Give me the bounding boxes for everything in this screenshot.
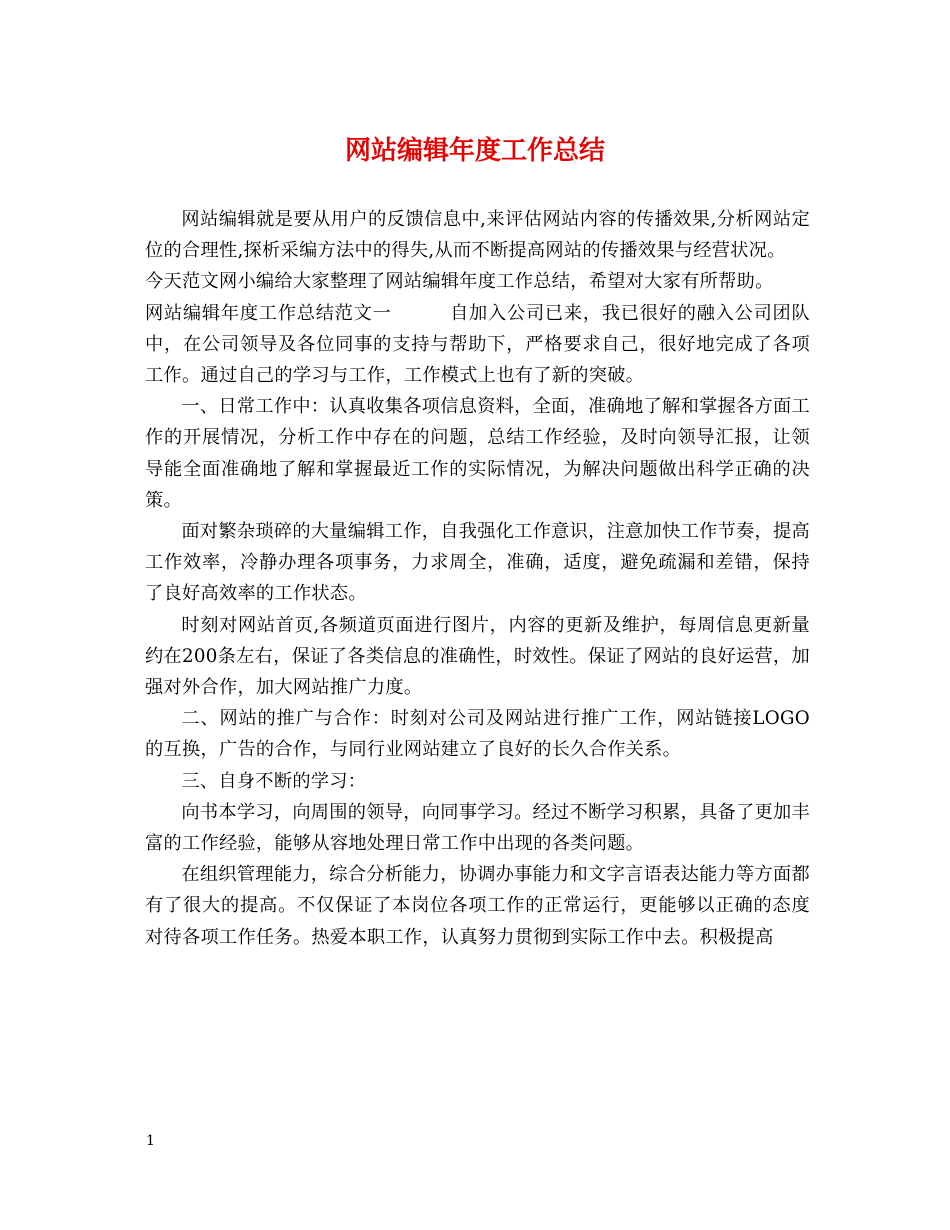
body-paragraph-updates: 时刻对网站首页,各频道页面进行图片，内容的更新及维护，每周信息更新量约在200条左右，保证了各类信息的准确性，时效性。保证了网站的良好运营，加强对外合作，加大网站推广力度。 (145, 614, 810, 699)
intro-note-paragraph: 今天范文网小编给大家整理了网站编辑年度工作总结，希望对大家有所帮助。 (145, 271, 774, 293)
sample-opening-paragraph (145, 298, 810, 392)
page-number: 1 (146, 1133, 155, 1149)
body-paragraph-abilities: 在组织管理能力，综合分析能力，协调办事能力和文字言语表达能力等方面都有了很大的提高。不仅保证了本岗位各项工作的正常运行，更能够以正确的态度对待各项工作任务。热爱本职工作，认真努力贯彻到实际工作中去。积极提高 (145, 864, 810, 948)
intro-paragraph: 网站编辑就是要从用户的反馈信息中,来评估网站内容的传播效果,分析网站定位的合理性,探析采编方法中的得失,从而不断提高网站的传播效果与经营状况。 (145, 209, 810, 262)
sample-opening-text: 自加入公司已来，我已很好的融入公司团队中，在公司领导及各位同事的支持与帮助下，严格要求自己，很好地完成了各项工作。通过自己的学习与工作，工作模式上也有了新的突破。 (145, 302, 810, 387)
body-paragraph-promotion: 二、网站的推广与合作：时刻对公司及网站进行推广工作，网站链接LOGO的互换，广告的合作，与同行业网站建立了良好的长久合作关系。 (145, 708, 810, 761)
document-title: 网站编辑年度工作总结 (344, 136, 605, 166)
sample-heading: 网站编辑年度工作总结范文一 (145, 302, 392, 324)
body-paragraph-learning: 向书本学习，向周围的领导，向同事学习。经过不断学习积累，具备了更加丰富的工作经验，能够从容地处理日常工作中出现的各类问题。 (145, 801, 810, 855)
body-paragraph-daily-work: 一、日常工作中：认真收集各项信息资料，全面，准确地了解和掌握各方面工作的开展情况，分析工作中存在的问题，总结工作经验，及时向领导汇报，让领导能全面准确地了解和掌握最近工作的实际情况，为解决问题做出科学正确的决策。 (145, 396, 810, 511)
body-paragraph-learning-heading: 三、自身不断的学习： (181, 770, 367, 792)
body-paragraph-editing: 面对繁杂琐碎的大量编辑工作，自我强化工作意识，注意加快工作节奏，提高工作效率，冷静办理各项事务，力求周全，准确，适度，避免疏漏和差错，保持了良好高效率的工作状态。 (145, 521, 810, 605)
document-body (145, 204, 810, 953)
